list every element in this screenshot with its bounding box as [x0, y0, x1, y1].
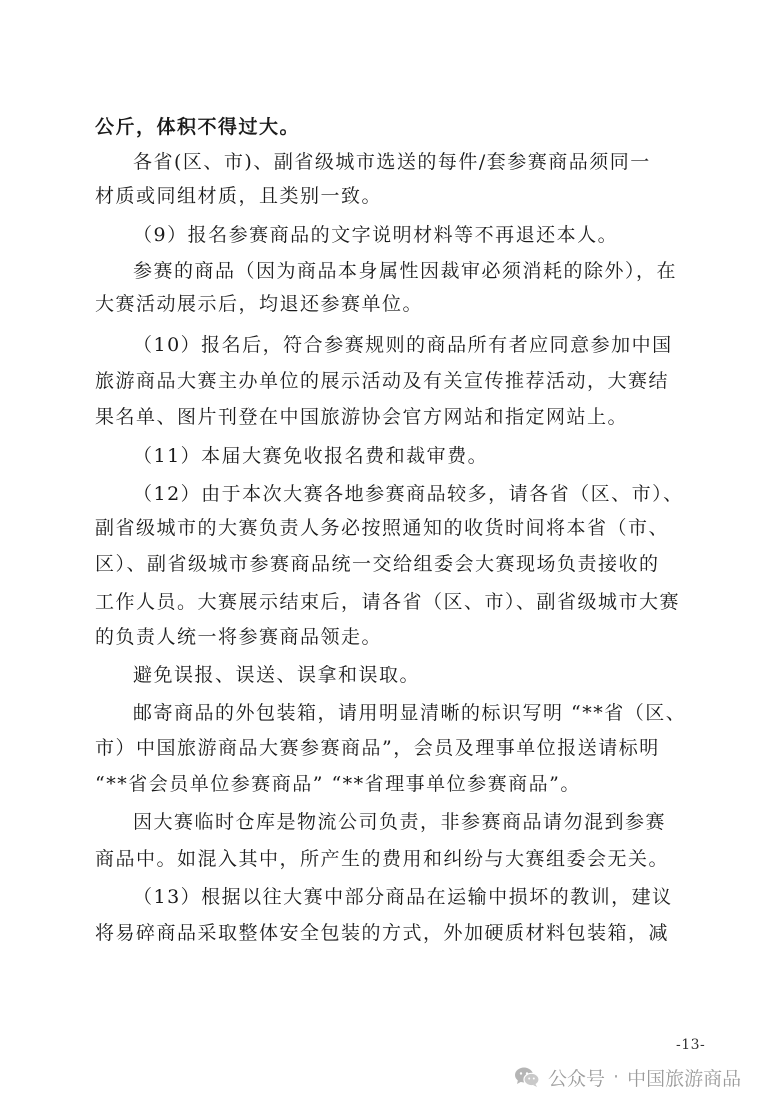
paragraph-line: 区）、副省级城市参赛商品统一交给组委会大赛现场负责接收的: [95, 553, 660, 575]
page-number: -13-: [676, 1037, 706, 1053]
paragraph-line: 将易碎商品采取整体安全包装的方式，外加硬质材料包装箱，减: [95, 922, 670, 944]
paragraph-line: 避免误报、误送、误拿和误取。: [133, 664, 421, 686]
paragraph-line: 参赛的商品（因为商品本身属性因裁审必须消耗的除外），在: [133, 260, 678, 282]
paragraph-line: 市）中国旅游商品大赛参赛商品”，会员及理事单位报送请标明: [95, 737, 660, 759]
paragraph-line: （11）本届大赛免收报名费和裁审费。: [133, 445, 489, 467]
paragraph-line: 工作人员。大赛展示结束后，请各省（区、市）、副省级城市大赛: [95, 591, 681, 613]
paragraph-line: 材质或同组材质，且类别一致。: [95, 185, 383, 207]
paragraph-line: （10）报名后，符合参赛规则的商品所有者应同意参加中国: [133, 334, 673, 356]
text-line: 公斤，体积不得过大。: [95, 116, 301, 138]
paragraph-line: （12）由于本次大赛各地参赛商品较多，请各省（区、市）、: [133, 483, 684, 505]
watermark-separator: ·: [613, 1066, 620, 1088]
paragraph-line: （9）报名参赛商品的文字说明材料等不再退还本人。: [133, 224, 619, 246]
paragraph-line: 果名单、图片刊登在中国旅游协会官方网站和指定网站上。: [95, 406, 629, 428]
paragraph-line: 因大赛临时仓库是物流公司负责，非参赛商品请勿混到参赛: [133, 811, 667, 833]
paragraph-line: 商品中。如混入其中，所产生的费用和纠纷与大赛组委会无关。: [95, 848, 670, 870]
wechat-icon: [514, 1066, 540, 1088]
wechat-watermark: [514, 1063, 741, 1091]
watermark-account: 中国旅游商品: [627, 1067, 742, 1090]
paragraph-line: “**省会员单位参赛商品” “**省理事单位参赛商品”。: [95, 773, 581, 795]
paragraph-line: 旅游商品大赛主办单位的展示活动及有关宣传推荐活动，大赛结: [95, 370, 670, 392]
paragraph-line: （13）根据以往大赛中部分商品在运输中损坏的教训，建议: [133, 886, 673, 908]
paragraph-line: 的负责人统一将参赛商品领走。: [95, 626, 383, 648]
paragraph-line: 邮寄商品的外包装箱，请用明显清晰的标识写明 “**省（区、: [133, 702, 687, 724]
paragraph-line: 副省级城市的大赛负责人务必按照通知的收货时间将本省（市、: [95, 517, 670, 539]
paragraph-line: 各省(区、市)、副省级城市选送的每件/套参赛商品须同一: [133, 151, 651, 173]
paragraph-line: 大赛活动展示后，均退还参赛单位。: [95, 293, 424, 315]
watermark-label: 公众号: [548, 1067, 606, 1090]
